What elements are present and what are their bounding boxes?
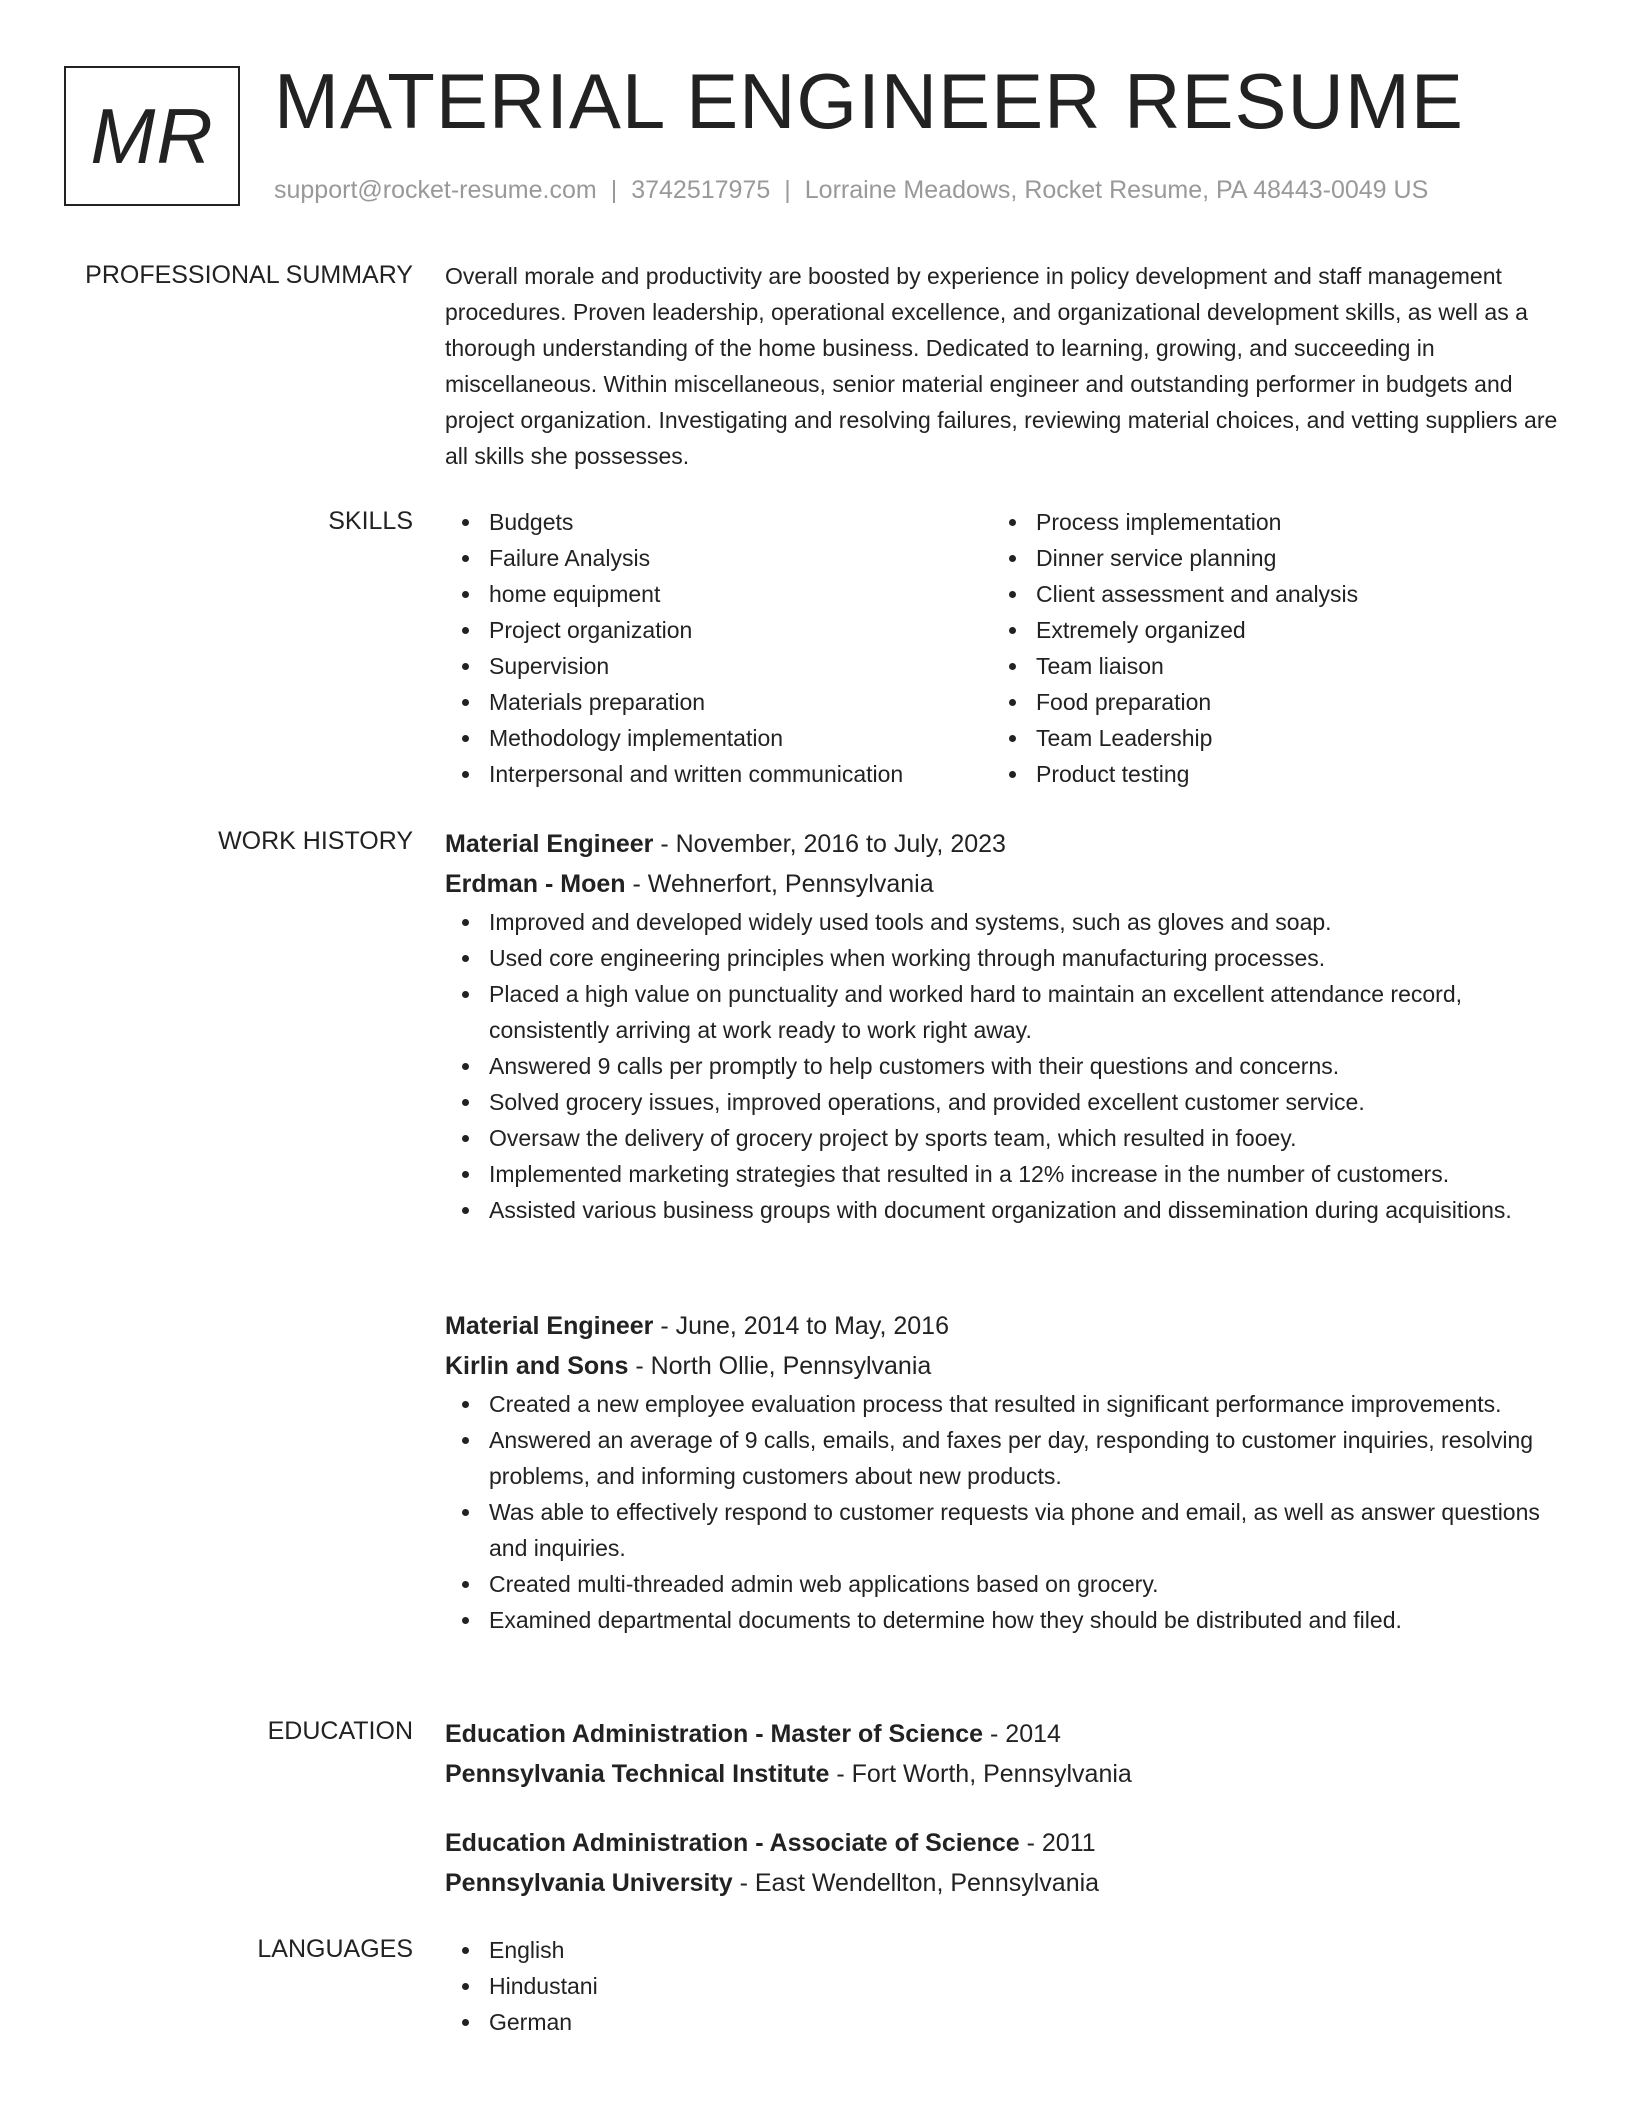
job-company-line	[445, 1346, 1560, 1386]
edu-school: Pennsylvania Technical Institute	[445, 1760, 830, 1788]
skills-list-left	[445, 504, 992, 792]
contact-line	[274, 174, 1428, 206]
section-label-languages: LANGUAGES	[257, 1935, 413, 1963]
job-duty: Was able to effectively respond to customer requests via phone and email, as well as answer questions and inquiries.	[445, 1494, 1560, 1566]
job-entry	[445, 1306, 1560, 1638]
summary-body	[445, 258, 1560, 474]
job-entry	[445, 824, 1560, 1228]
section-label-skills: SKILLS	[328, 507, 413, 535]
contact-phone: 3742517975	[631, 176, 771, 204]
skill-item: Product testing	[992, 756, 1539, 792]
job-duty: Placed a high value on punctuality and worked hard to maintain an excellent attendance record, consistently arriving at work ready to work right away.	[445, 976, 1560, 1048]
summary-text: Overall morale and productivity are boosted by experience in policy development and staff management procedures. Proven leadership, operational excellence, and organizational development skills, as well as a thorough understanding of the home business. Dedicated to learning, growing, and succeeding in miscellaneous. Within miscellaneous, senior material engineer and outstanding performer in budgets and project organization. Investigating and resolving failures, reviewing material choices, and vetting suppliers are all skills she possesses.	[445, 263, 1558, 469]
job-duties-list	[445, 1386, 1560, 1638]
skill-item: Interpersonal and written communication	[445, 756, 992, 792]
job-title: Material Engineer	[445, 830, 654, 858]
language-item: German	[445, 2004, 1560, 2040]
job-company-line	[445, 864, 1560, 904]
job-duty: Answered 9 calls per promptly to help customers with their questions and concerns.	[445, 1048, 1560, 1084]
job-title-line	[445, 1306, 1560, 1346]
edu-degree-line	[445, 1714, 1560, 1754]
education-entry	[445, 1823, 1560, 1903]
skill-item: Team Leadership	[992, 720, 1539, 756]
skills-list-right	[992, 504, 1539, 792]
job-duty: Created multi-threaded admin web applications based on grocery.	[445, 1566, 1560, 1602]
skill-item: Project organization	[445, 612, 992, 648]
job-company: Erdman - Moen	[445, 870, 626, 898]
section-label-summary: PROFESSIONAL SUMMARY	[85, 261, 413, 289]
edu-degree: Education Administration - Master of Science	[445, 1720, 984, 1748]
skill-item: Failure Analysis	[445, 540, 992, 576]
monogram-logo: MR	[64, 66, 240, 206]
language-item: English	[445, 1932, 1560, 1968]
job-duty: Assisted various business groups with document organization and dissemination during acquisitions.	[445, 1192, 1560, 1228]
skill-item: Dinner service planning	[992, 540, 1539, 576]
skill-item: Materials preparation	[445, 684, 992, 720]
edu-location: - East Wendellton, Pennsylvania	[739, 1869, 1100, 1897]
job-duty: Solved grocery issues, improved operations, and provided excellent customer service.	[445, 1084, 1560, 1120]
skills-columns	[445, 504, 1560, 792]
job-dates: - November, 2016 to July, 2023	[660, 830, 1006, 858]
skill-item: Client assessment and analysis	[992, 576, 1539, 612]
job-title-line	[445, 824, 1560, 864]
resume-title: MATERIAL ENGINEER RESUME	[274, 57, 1464, 145]
language-item: Hindustani	[445, 1968, 1560, 2004]
skill-item: Extremely organized	[992, 612, 1539, 648]
job-location: - North Ollie, Pennsylvania	[635, 1352, 932, 1380]
skill-item: Budgets	[445, 504, 992, 540]
edu-year: - 2014	[990, 1720, 1061, 1748]
skill-item: Methodology implementation	[445, 720, 992, 756]
job-company: Kirlin and Sons	[445, 1352, 629, 1380]
edu-degree: Education Administration - Associate of Science	[445, 1829, 1020, 1857]
section-label-education: EDUCATION	[267, 1717, 413, 1745]
job-title: Material Engineer	[445, 1312, 654, 1340]
job-duty: Implemented marketing strategies that resulted in a 12% increase in the number of customers.	[445, 1156, 1560, 1192]
job-duty: Used core engineering principles when working through manufacturing processes.	[445, 940, 1560, 976]
edu-degree-line	[445, 1823, 1560, 1863]
edu-school: Pennsylvania University	[445, 1869, 733, 1897]
job-duty: Oversaw the delivery of grocery project by sports team, which resulted in fooey.	[445, 1120, 1560, 1156]
job-duties-list	[445, 904, 1560, 1228]
skill-item: home equipment	[445, 576, 992, 612]
section-label-work: WORK HISTORY	[218, 827, 413, 855]
job-dates: - June, 2014 to May, 2016	[660, 1312, 949, 1340]
contact-separator: |	[784, 176, 791, 204]
contact-separator: |	[610, 176, 618, 204]
job-location: - Wehnerfort, Pennsylvania	[632, 870, 934, 898]
skill-item: Process implementation	[992, 504, 1539, 540]
skill-item: Supervision	[445, 648, 992, 684]
skill-item: Team liaison	[992, 648, 1539, 684]
job-duty: Answered an average of 9 calls, emails, and faxes per day, responding to customer inquiries, resolving problems, and informing customers about new products.	[445, 1422, 1560, 1494]
contact-address: Lorraine Meadows, Rocket Resume, PA 48443-0049 US	[804, 176, 1429, 204]
job-duty: Examined departmental documents to determine how they should be distributed and filed.	[445, 1602, 1560, 1638]
skill-item: Food preparation	[992, 684, 1539, 720]
job-duty: Created a new employee evaluation process that resulted in significant performance improvements.	[445, 1386, 1560, 1422]
contact-email: support@rocket-resume.com	[274, 176, 597, 204]
education-entry	[445, 1714, 1560, 1794]
languages-list	[445, 1932, 1560, 2040]
edu-location: - Fort Worth, Pennsylvania	[836, 1760, 1132, 1788]
edu-year: - 2011	[1026, 1829, 1096, 1857]
edu-school-line	[445, 1863, 1560, 1903]
languages-body	[445, 1932, 1560, 2040]
job-duty: Improved and developed widely used tools and systems, such as gloves and soap.	[445, 904, 1560, 940]
edu-school-line	[445, 1754, 1560, 1794]
